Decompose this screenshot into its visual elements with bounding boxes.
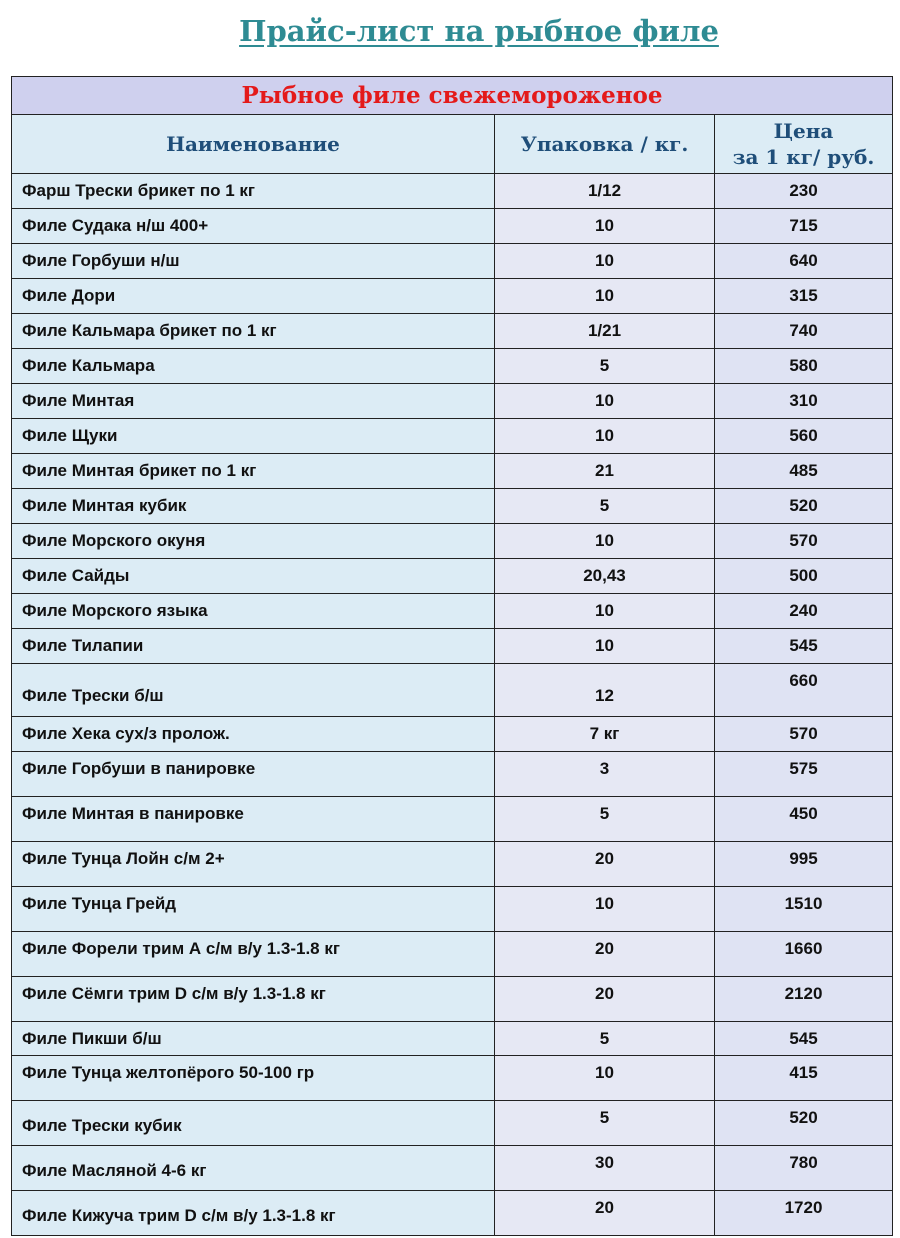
package-size: 20 [495,842,715,887]
price-per-kg: 715 [715,209,893,244]
package-size: 1/12 [495,174,715,209]
price-per-kg: 520 [715,1101,893,1146]
price-per-kg: 240 [715,594,893,629]
product-name: Филе Тунца Лойн с/м 2+ [12,842,495,887]
price-per-kg: 580 [715,349,893,384]
product-name: Филе Морского языка [12,594,495,629]
price-per-kg: 570 [715,717,893,752]
product-name: Филе Масляной 4-6 кг [12,1146,495,1191]
table-row [12,1146,893,1191]
table-row [12,1022,893,1056]
table-row [12,629,893,664]
price-per-kg: 500 [715,559,893,594]
package-size: 7 кг [495,717,715,752]
product-name: Филе Тунца Грейд [12,887,495,932]
package-size: 30 [495,1146,715,1191]
column-header-price [715,115,893,174]
product-name: Филе Дори [12,279,495,314]
product-name: Филе Минтая кубик [12,489,495,524]
package-size: 20 [495,977,715,1022]
product-name: Филе Кижуча трим D с/м в/у 1.3-1.8 кг [12,1191,495,1236]
product-name: Филе Сайды [12,559,495,594]
price-per-kg: 545 [715,1022,893,1056]
table-row [12,797,893,842]
product-name: Филе Минтая в панировке [12,797,495,842]
product-name: Филе Кальмара брикет по 1 кг [12,314,495,349]
table-row [12,977,893,1022]
product-name: Филе Горбуши в панировке [12,752,495,797]
table-row [12,1101,893,1146]
price-per-kg: 310 [715,384,893,419]
price-per-kg: 545 [715,629,893,664]
table-row [12,174,893,209]
column-header-price-line2: за 1 кг/ руб. [732,145,875,169]
package-size: 20 [495,932,715,977]
price-per-kg: 315 [715,279,893,314]
package-size: 5 [495,797,715,842]
product-name: Филе Морского окуня [12,524,495,559]
package-size: 10 [495,209,715,244]
product-name: Филе Тунца желтопёрого 50-100 гр [12,1056,495,1101]
package-size: 21 [495,454,715,489]
product-name: Филе Пикши б/ш [12,1022,495,1056]
price-per-kg: 560 [715,419,893,454]
product-name: Филе Минтая брикет по 1 кг [12,454,495,489]
table-row [12,932,893,977]
table-row [12,244,893,279]
package-size: 12 [495,664,715,717]
product-name: Фарш Трески брикет по 1 кг [12,174,495,209]
price-per-kg: 485 [715,454,893,489]
package-size: 10 [495,524,715,559]
package-size: 20 [495,1191,715,1236]
package-size: 10 [495,384,715,419]
package-size: 10 [495,279,715,314]
package-size: 10 [495,887,715,932]
price-per-kg: 780 [715,1146,893,1191]
package-size: 3 [495,752,715,797]
product-name: Филе Хека сух/з пролож. [12,717,495,752]
table-row [12,279,893,314]
column-header-pack: Упаковка / кг. [495,115,715,174]
package-size: 10 [495,1056,715,1101]
table-row [12,559,893,594]
package-size: 1/21 [495,314,715,349]
table-row [12,887,893,932]
package-size: 10 [495,629,715,664]
package-size: 20,43 [495,559,715,594]
table-row [12,752,893,797]
price-per-kg: 660 [715,664,893,717]
table-row [12,1056,893,1101]
table-row [12,419,893,454]
package-size: 10 [495,244,715,279]
table-row [12,454,893,489]
price-per-kg: 230 [715,174,893,209]
price-per-kg: 740 [715,314,893,349]
table-row [12,384,893,419]
product-name: Филе Тилапии [12,629,495,664]
product-name: Филе Форели трим А с/м в/у 1.3-1.8 кг [12,932,495,977]
table-row [12,1191,893,1236]
price-per-kg: 450 [715,797,893,842]
price-per-kg: 415 [715,1056,893,1101]
package-size: 5 [495,1101,715,1146]
package-size: 5 [495,489,715,524]
price-per-kg: 640 [715,244,893,279]
price-table [11,76,893,1236]
price-per-kg: 1660 [715,932,893,977]
section-header-row [12,77,893,115]
price-per-kg: 575 [715,752,893,797]
product-name: Филе Трески кубик [12,1101,495,1146]
product-name: Филе Судака н/ш 400+ [12,209,495,244]
product-name: Филе Трески б/ш [12,664,495,717]
column-header-name: Наименование [12,115,495,174]
price-per-kg: 2120 [715,977,893,1022]
product-name: Филе Минтая [12,384,495,419]
table-row [12,349,893,384]
table-row [12,209,893,244]
table-row [12,717,893,752]
package-size: 10 [495,419,715,454]
page-title: Прайс-лист на рыбное филе [239,14,719,48]
product-name: Филе Щуки [12,419,495,454]
product-name: Филе Горбуши н/ш [12,244,495,279]
package-size: 10 [495,594,715,629]
table-row [12,314,893,349]
price-per-kg: 520 [715,489,893,524]
package-size: 5 [495,1022,715,1056]
product-name: Филе Сёмги трим D с/м в/у 1.3-1.8 кг [12,977,495,1022]
column-header-row [12,115,893,174]
price-per-kg: 995 [715,842,893,887]
package-size: 5 [495,349,715,384]
section-title: Рыбное филе свежемороженое [12,77,893,115]
price-per-kg: 1720 [715,1191,893,1236]
table-row [12,524,893,559]
price-per-kg: 570 [715,524,893,559]
product-name: Филе Кальмара [12,349,495,384]
price-per-kg: 1510 [715,887,893,932]
table-row [12,594,893,629]
table-row [12,664,893,717]
table-row [12,842,893,887]
table-row [12,489,893,524]
column-header-price-line1: Цена [773,119,834,143]
